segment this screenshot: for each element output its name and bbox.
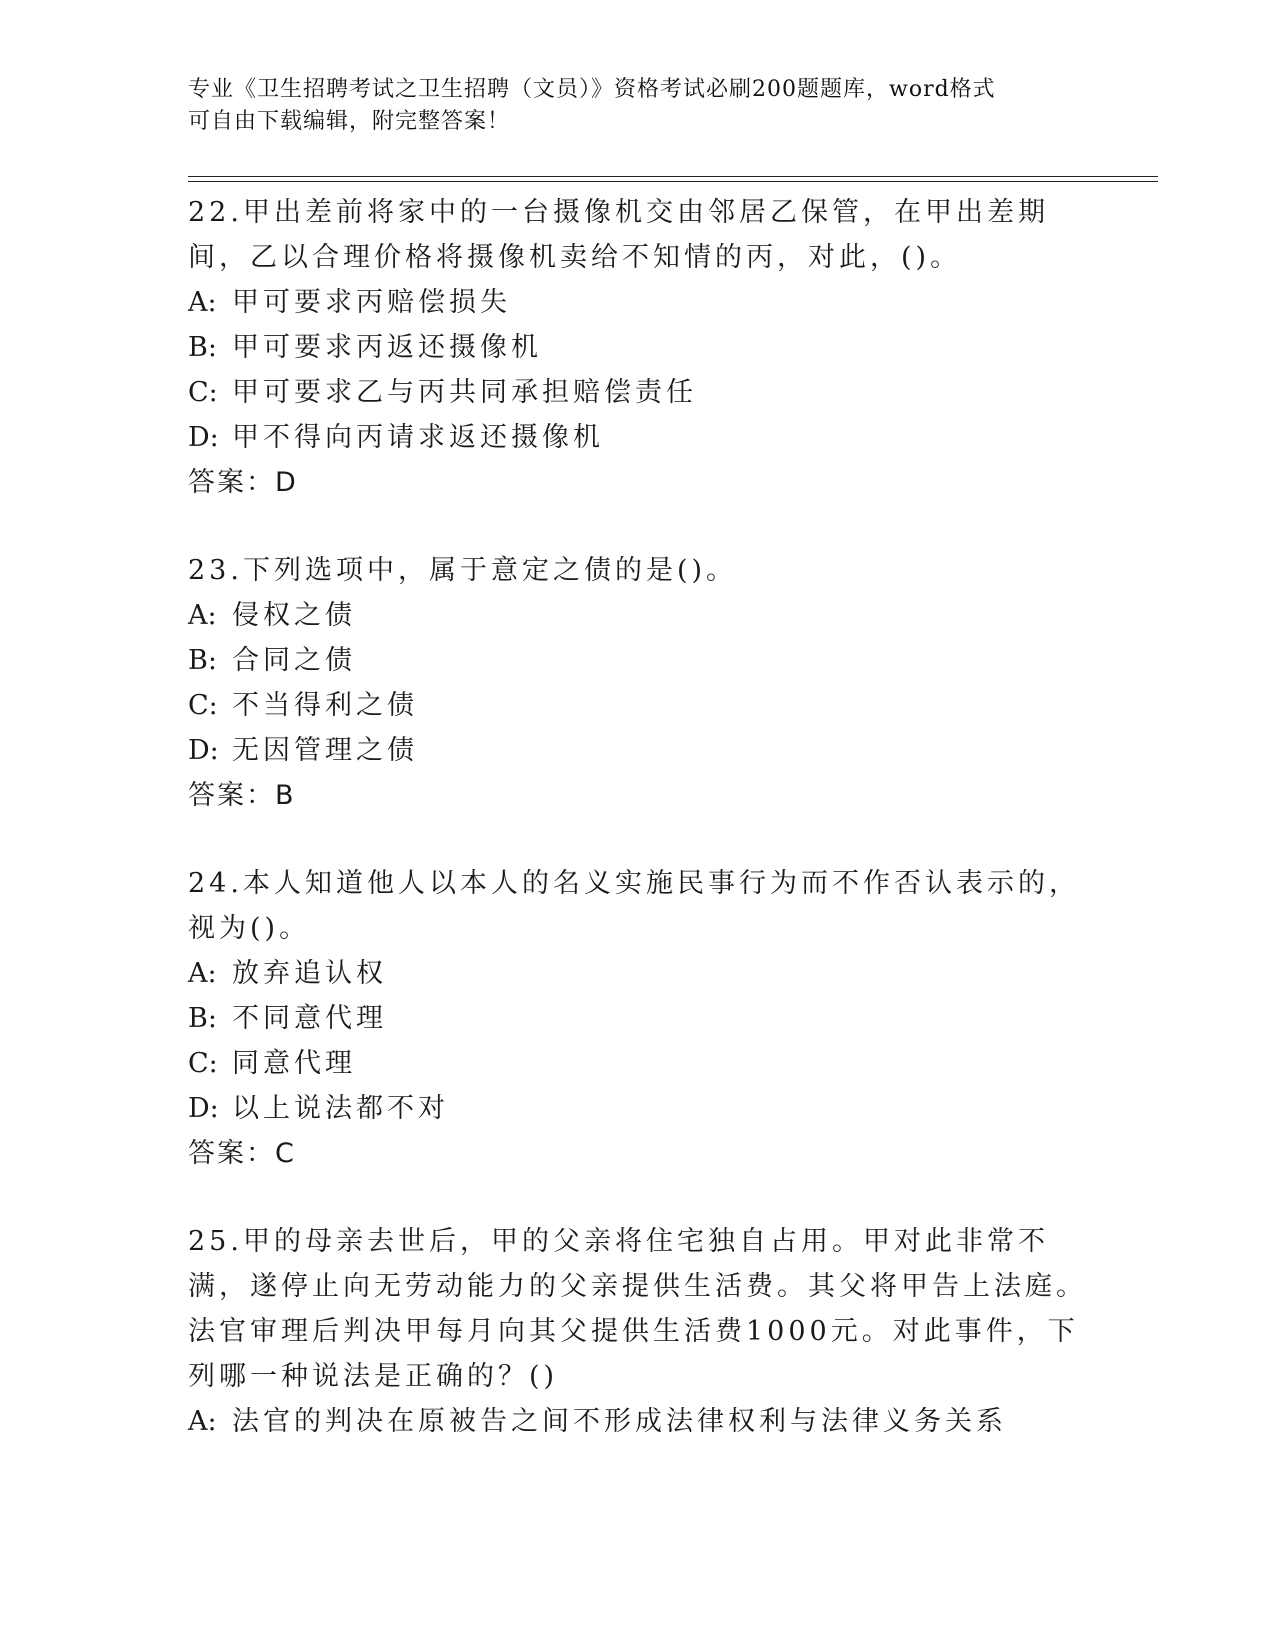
option-a bbox=[188, 280, 1088, 325]
question-stem: 23.下列选项中，属于意定之债的是()。 bbox=[188, 555, 738, 586]
option-letter: C: bbox=[188, 690, 218, 721]
option-letter: C: bbox=[188, 377, 218, 408]
option-text: 合同之债 bbox=[232, 645, 356, 676]
option-text: 甲可要求丙返还摄像机 bbox=[232, 332, 542, 363]
answer-line: 答案：D bbox=[188, 467, 298, 498]
question-25 bbox=[188, 1219, 1088, 1444]
option-c bbox=[188, 1041, 1088, 1086]
answer-line: 答案：B bbox=[188, 780, 296, 811]
option-letter: A: bbox=[188, 287, 217, 318]
option-text: 甲可要求乙与丙共同承担赔偿责任 bbox=[232, 377, 697, 408]
option-text: 甲可要求丙赔偿损失 bbox=[232, 287, 511, 318]
option-text: 以上说法都不对 bbox=[232, 1093, 449, 1124]
option-a bbox=[188, 1399, 1088, 1444]
option-text: 不当得利之债 bbox=[232, 690, 418, 721]
option-a bbox=[188, 951, 1088, 996]
header-title-line-2: 可自由下载编辑，附完整答案！ bbox=[188, 109, 511, 134]
option-letter: A: bbox=[188, 958, 217, 989]
header-title-line-1: 专业《卫生招聘考试之卫生招聘（文员）》资格考试必刷200题题库，word格式 bbox=[188, 77, 996, 102]
option-text: 甲不得向丙请求返还摄像机 bbox=[232, 422, 604, 453]
option-b bbox=[188, 996, 1088, 1041]
option-text: 法官的判决在原被告之间不形成法律权利与法律义务关系 bbox=[232, 1406, 1007, 1437]
question-stem: 25.甲的母亲去世后，甲的父亲将住宅独自占用。甲对此非常不满，遂停止向无劳动能力的父亲提供生活费。其父将甲告上法庭。法官审理后判决甲每月向其父提供生活费1000元。对此事件，下列哪一种说法是正确的？() bbox=[188, 1226, 1087, 1392]
option-letter: D: bbox=[188, 735, 219, 766]
option-text: 同意代理 bbox=[232, 1048, 356, 1079]
option-letter: B: bbox=[188, 332, 217, 363]
option-letter: B: bbox=[188, 1003, 217, 1034]
option-a bbox=[188, 593, 1088, 638]
question-stem: 22.甲出差前将家中的一台摄像机交由邻居乙保管，在甲出差期间，乙以合理价格将摄像机卖给不知情的丙，对此，()。 bbox=[188, 197, 1049, 273]
header-divider-bottom bbox=[188, 181, 1158, 182]
option-text: 无因管理之债 bbox=[232, 735, 418, 766]
question-23 bbox=[188, 548, 1088, 818]
option-d bbox=[188, 415, 1088, 460]
question-22 bbox=[188, 190, 1088, 505]
option-b bbox=[188, 638, 1088, 683]
question-stem: 24.本人知道他人以本人的名义实施民事行为而不作否认表示的，视为()。 bbox=[188, 868, 1080, 944]
document-header bbox=[188, 74, 1068, 138]
option-b bbox=[188, 325, 1088, 370]
question-list bbox=[188, 190, 1088, 1487]
option-text: 侵权之债 bbox=[232, 600, 356, 631]
option-letter: C: bbox=[188, 1048, 218, 1079]
option-letter: A: bbox=[188, 1406, 217, 1437]
option-d bbox=[188, 728, 1088, 773]
option-letter: B: bbox=[188, 645, 217, 676]
question-24 bbox=[188, 861, 1088, 1176]
option-letter: D: bbox=[188, 422, 219, 453]
option-d bbox=[188, 1086, 1088, 1131]
option-text: 放弃追认权 bbox=[232, 958, 387, 989]
option-c bbox=[188, 370, 1088, 415]
header-divider-top bbox=[188, 176, 1158, 177]
answer-line: 答案：C bbox=[188, 1138, 296, 1169]
option-c bbox=[188, 683, 1088, 728]
option-letter: A: bbox=[188, 600, 217, 631]
option-text: 不同意代理 bbox=[232, 1003, 387, 1034]
option-letter: D: bbox=[188, 1093, 219, 1124]
